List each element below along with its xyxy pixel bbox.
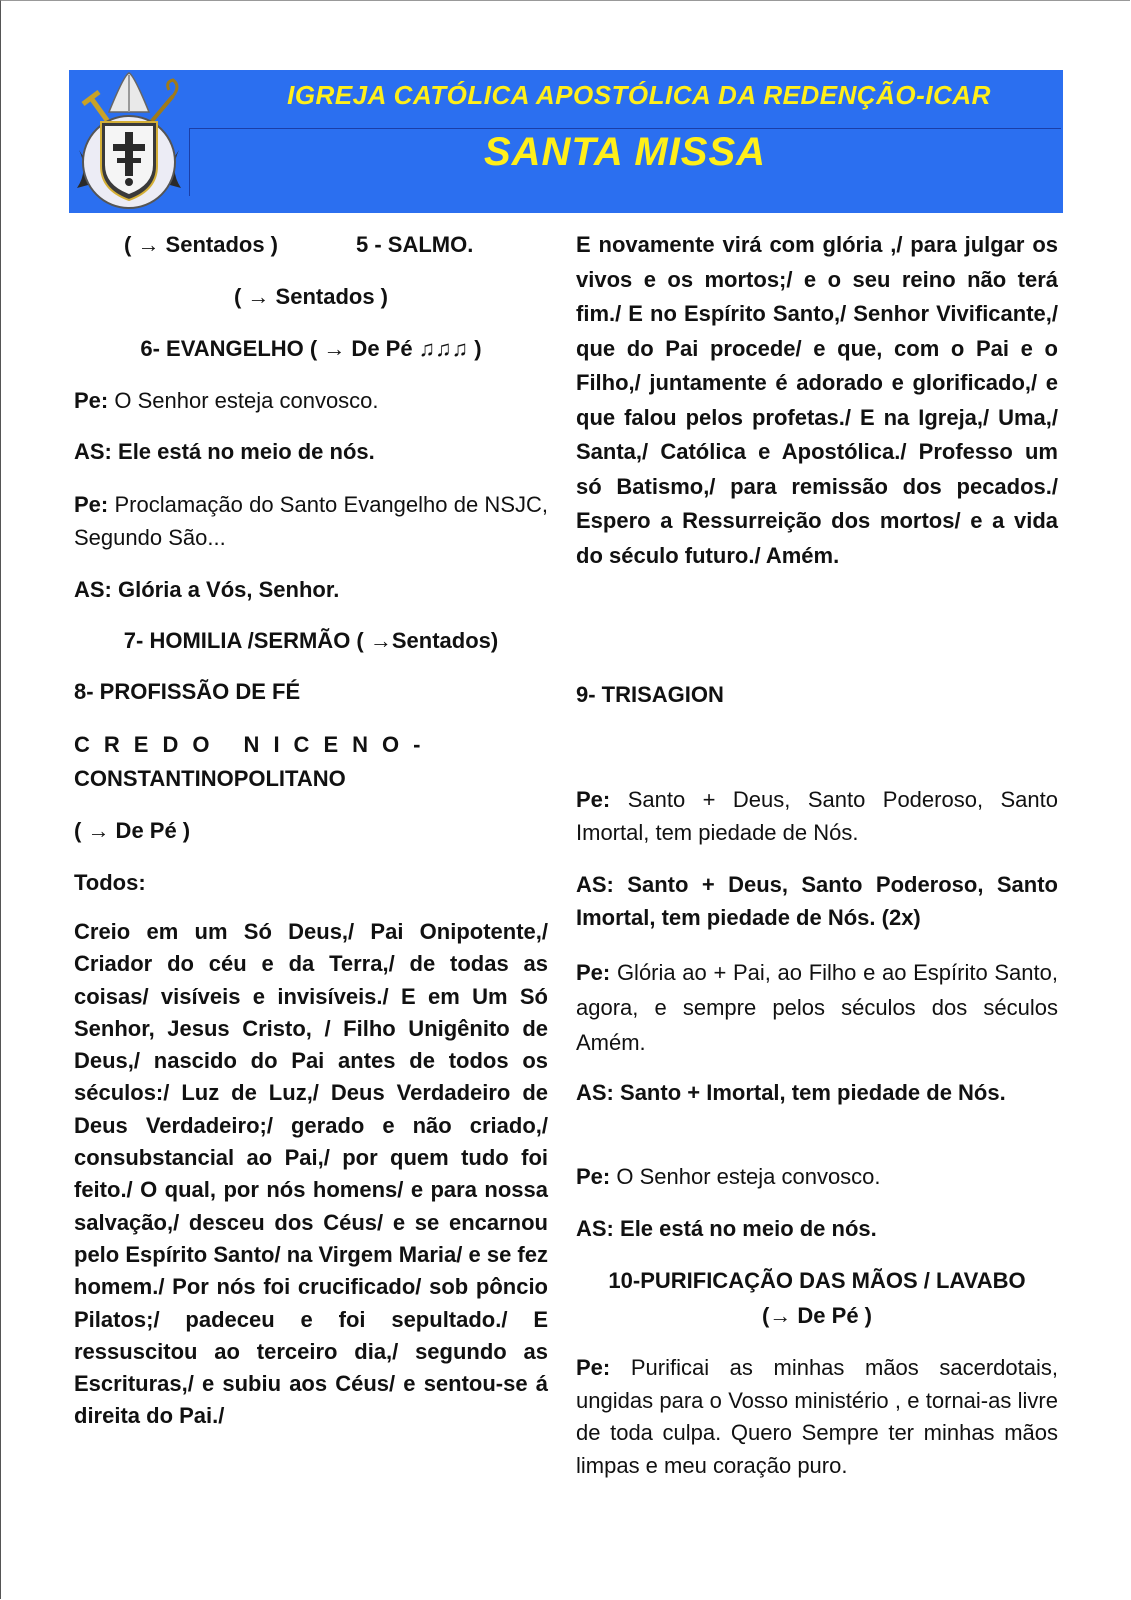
credo-continuation: E novamente virá com glória ,/ para julgar os vivos e os mortos;/ e o seu reino não terá fim./ E no Espírito Santo,/ Senhor Vivificante,/ que do Pai procede/ e que, com o Pai e o Filho,/ juntamente é adorado e glorificado,/ e que falou pelos profetas./ E na Igreja,/ Uma,/ Santa,/ Católica e Apostólica./ Professo um só Batismo,/ para remissão dos pecados./ Espero a Ressurreição dos mortos/ e a vida do século futuro./ Amém. (576, 232, 1058, 568)
salmo-after-position: ( → Sentados ) (233, 284, 388, 309)
lavabo-position: (→ De Pé ) (761, 1303, 873, 1328)
pe-label: Pe: (576, 787, 611, 812)
line-as-2 (74, 573, 548, 606)
salmo-heading: 5 - SALMO. (356, 232, 474, 257)
tris-pe-1 (576, 783, 1058, 849)
pe-label: Pe: (74, 388, 109, 413)
as-label: AS: (576, 872, 614, 897)
text: Santo + Deus, Santo Poderoso, Santo Imortal, tem piedade de Nós. (576, 787, 1058, 845)
bishop-crest-icon (69, 70, 189, 213)
evangelho-heading: 6- EVANGELHO ( → De Pé ♫♫♫ ) (140, 336, 482, 361)
text: Santo + Imortal, tem piedade de Nós. (620, 1080, 1006, 1105)
salmo-position: ( → Sentados ) (124, 232, 279, 257)
line-as-1 (74, 435, 548, 468)
text: Proclamação do Santo Evangelho de NSJC, Segundo São... (74, 492, 548, 550)
credo-heading-a: CREDO NICENO- (74, 732, 435, 757)
text: O Senhor esteja convosco. (114, 388, 379, 413)
trisagion-heading: 9- TRISAGION (576, 682, 724, 707)
text: Ele está no meio de nós. (118, 439, 375, 464)
tris-as-2 (576, 1075, 1058, 1110)
tris-pe-2 (576, 955, 1058, 1060)
credo-text: Creio em um Só Deus,/ Pai Onipotente,/ Criador do céu e da Terra,/ de todas as coisas/ visíveis e invisíveis./ E em Um Só Senhor, Jesus Cristo, / Filho Unigênito de Deus,/ nascido do Pai antes de todos os séculos:/ Luz de Luz,/ Deus Verdadeiro de Deus Verdadeiro;/ gerado e não criado,/ consubstancial ao Pai,/ por quem tudo foi feito./ O qual, por nós homens/ e para nossa salvação,/ desceu dos Céus/ e se encarnou pelo Espírito Santo/ na Virgem Maria/ e se fez homem./ Por nós foi crucificado/ sob pôncio Pilatos;/ padeceu e foi sepultado./ E ressuscitou ao terceiro dia,/ segundo as Escrituras,/ e subiu aos Céus/ e sentou-se á direita do Pai./ (74, 919, 548, 1429)
line-pe-1 (74, 384, 548, 417)
text: O Senhor esteja convosco. (616, 1164, 881, 1189)
pe-label: Pe: (576, 1355, 611, 1380)
text: Glória ao + Pai, ao Filho e ao Espírito Santo, agora, e sempre pelos séculos dos séculos Amém. (576, 960, 1058, 1055)
line-pe-2 (74, 488, 548, 554)
as-label: AS: (576, 1216, 614, 1241)
profissao-heading: 8- PROFISSÃO DE FÉ (74, 679, 301, 704)
church-name: IGREJA CATÓLICA APOSTÓLICA DA REDENÇÃO-ICAR (287, 80, 991, 110)
tris-pe-3 (576, 1160, 1058, 1193)
pe-label: Pe: (74, 492, 109, 517)
as-label: AS: (576, 1080, 614, 1105)
homilia-heading: 7- HOMILIA /SERMÃO ( →Sentados) (123, 628, 499, 653)
lavabo-heading: 10-PURIFICAÇÃO DAS MÃOS / LAVABO (608, 1268, 1026, 1293)
lavabo-pe (576, 1352, 1058, 1482)
pe-label: Pe: (576, 960, 611, 985)
todos-label: Todos: (74, 870, 146, 895)
pe-label: Pe: (576, 1164, 611, 1189)
text: Ele está no meio de nós. (620, 1216, 877, 1241)
tris-as-1 (576, 868, 1058, 934)
tris-as-3 (576, 1212, 1058, 1245)
credo-position: ( → De Pé ) (74, 818, 191, 843)
text: Santo + Deus, Santo Poderoso, Santo Imortal, tem piedade de Nós. (2x) (576, 872, 1058, 930)
credo-heading-b: CONSTANTINOPOLITANO (74, 766, 346, 791)
as-label: AS: (74, 577, 112, 602)
text: Purificai as minhas mãos sacerdotais, ungidas para o Vosso ministério , e tornai-as livre de toda culpa. Quero Sempre ter minhas mãos limpas e meu coração puro. (576, 1355, 1058, 1478)
page-title: SANTA MISSA (483, 130, 767, 174)
header-banner (69, 70, 1063, 213)
as-label: AS: (74, 439, 112, 464)
text: Glória a Vós, Senhor. (118, 577, 340, 602)
